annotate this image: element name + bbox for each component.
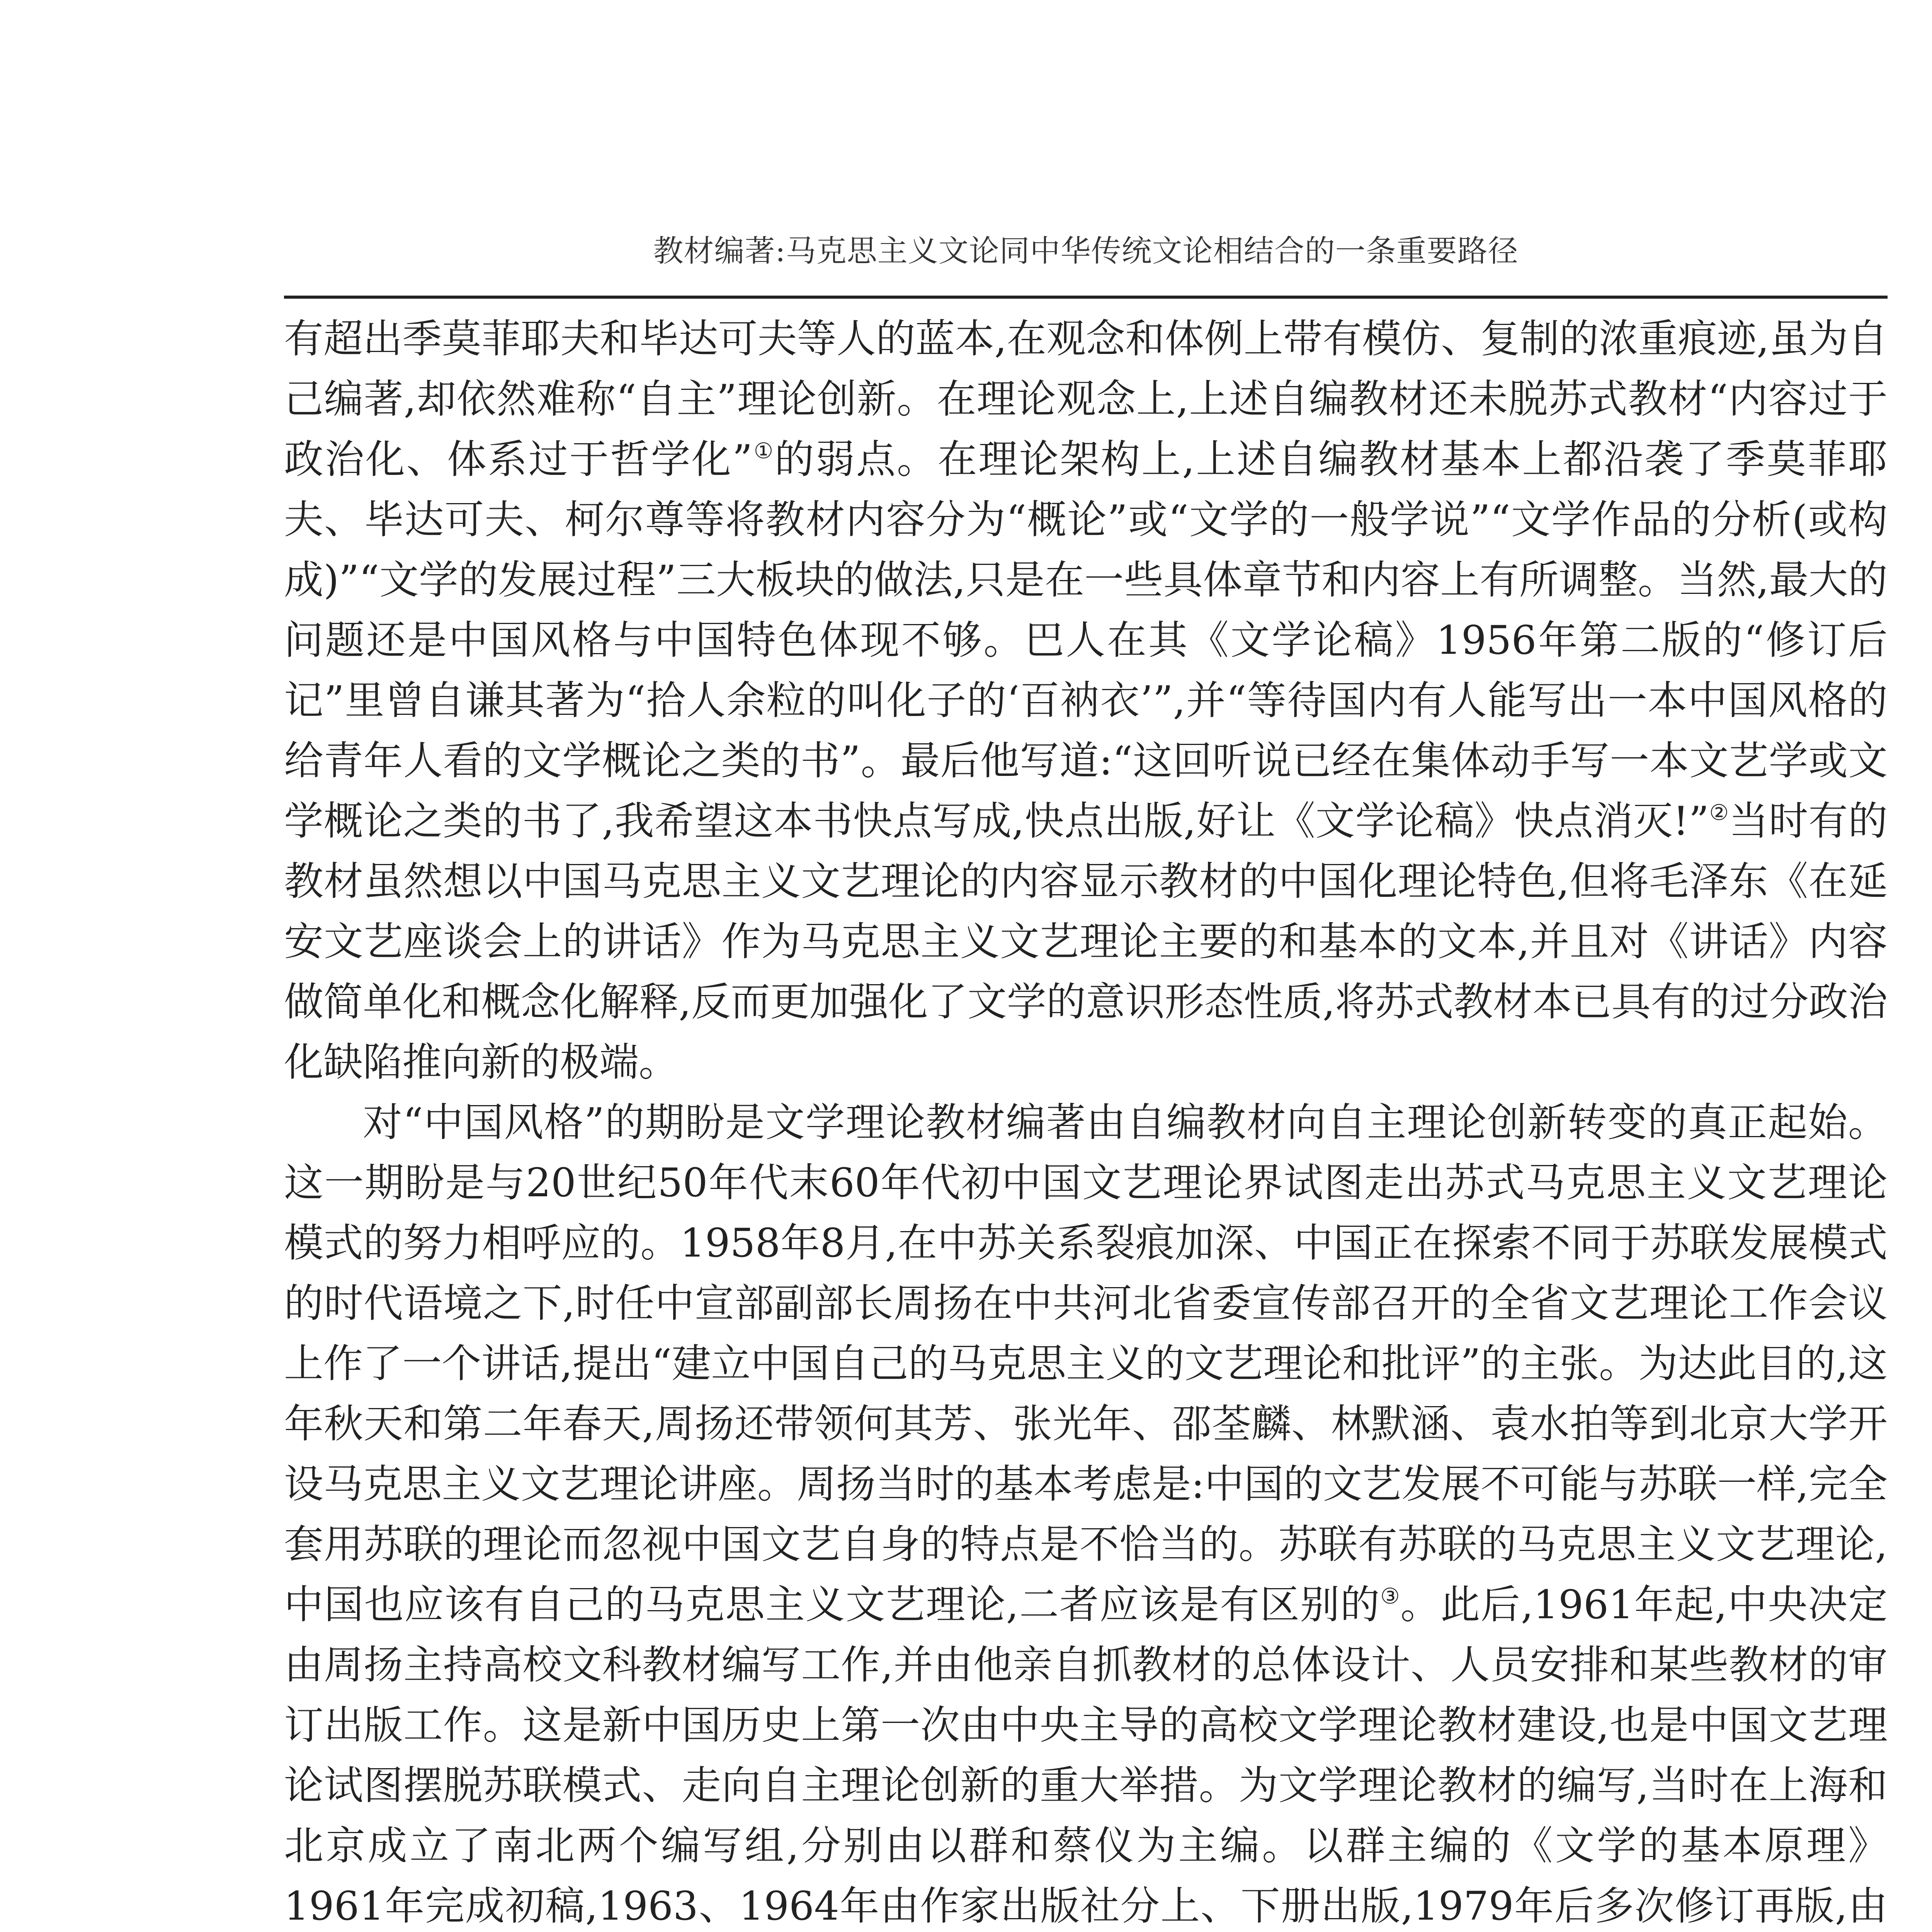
footnote-ref: ② xyxy=(1709,800,1729,825)
footnote-ref: ③ xyxy=(1380,1584,1401,1609)
text-run: 有超出季莫菲耶夫和毕达可夫等人的蓝本,在观念和体例上带有模仿、复制的浓重痕迹,虽为自己编著,却依然难称“自主”理论创新。在理论观念上,上述自编教材还未脱苏式教材“内容过于政治化、体系过于哲学化” xyxy=(284,316,1888,483)
running-head: 教材编著:马克思主义文论同中华传统文论相结合的一条重要路径 xyxy=(653,234,1519,269)
text-run: 。此后,1961年起,中央决定由周扬主持高校文科教材编写工作,并由他亲自抓教材的总体设计、人员安排和某些教材的审订出版工作。这是新中国历史上第一次由中央主导的高校文学理论教材建设,也是中国文艺理论试图摆脱苏联模式、走向自主理论创新的重大举措。为文学理论教材的编写,当时在上海和北京成立了南北两个编写组,分别由以群和蔡仪为主编。以群主编的《文学的基本原理》1961年完成初稿,1963、1964年由作家出版社分上、下册出版,1979年后多次修订再版,由 xyxy=(284,1582,1888,1929)
text-run: 的弱点。在理论架构上,上述自编教材基本上都沿袭了季莫菲耶夫、毕达可夫、柯尔尊等将教材内容分为“概论”或“文学的一般学说”“文学作品的分析(或构成)”“文学的发展过程”三大板块的做法,只是在一些具体章节和内容上有所调整。当然,最大的问题还是中国风格与中国特色体现不够。巴人在其《文学论稿》1956年第二版的“修订后记”里曾自谦其著为“拾人余粒的叫化子的‘百衲衣’”,并“等待国内有人能写出一本中国风格的给青年人看的文学概论之类的书”。最后他写道:“这回听说已经在集体动手写一本文艺学或文学概论之类的书了,我希望这本书快点写成,快点出版,好让《文学论稿》快点消灭!” xyxy=(284,437,1888,844)
text-run: 当时有的教材虽然想以中国马克思主义文艺理论的内容显示教材的中国化理论特色,但将毛泽东《在延安文艺座谈会上的讲话》作为马克思主义文艺理论主要的和基本的文本,并且对《讲话》内容做简单化和概念化解释,反而更加强化了文学的意识形态性质,将苏式教材本已具有的过分政治化缺陷推向新的极端。 xyxy=(284,798,1888,1085)
body-paragraph xyxy=(284,1093,1888,1932)
text-run: 对“中国风格”的期盼是文学理论教材编著由自编教材向自主理论创新转变的真正起始。这一期盼是与20世纪50年代末60年代初中国文艺理论界试图走出苏式马克思主义文艺理论模式的努力相呼应的。1958年8月,在中苏关系裂痕加深、中国正在探索不同于苏联发展模式的时代语境之下,时任中宣部副部长周扬在中共河北省委宣传部召开的全省文艺理论工作会议上作了一个讲话,提出“建立中国自己的马克思主义的文艺理论和批评”的主张。为达此目的,这年秋天和第二年春天,周扬还带领何其芳、张光年、邵荃麟、林默涵、袁水拍等到北京大学开设马克思主义文艺理论讲座。周扬当时的基本考虑是:中国的文艺发展不可能与苏联一样,完全套用苏联的理论而忽视中国文艺自身的特点是不恰当的。苏联有苏联的马克思主义文艺理论,中国也应该有自己的马克思主义文艺理论,二者应该是有区别的 xyxy=(284,1100,1888,1628)
header-rule xyxy=(284,296,1888,299)
body-text xyxy=(284,309,1888,1932)
body-paragraph xyxy=(284,309,1888,1093)
footnote-ref: ① xyxy=(752,439,775,464)
